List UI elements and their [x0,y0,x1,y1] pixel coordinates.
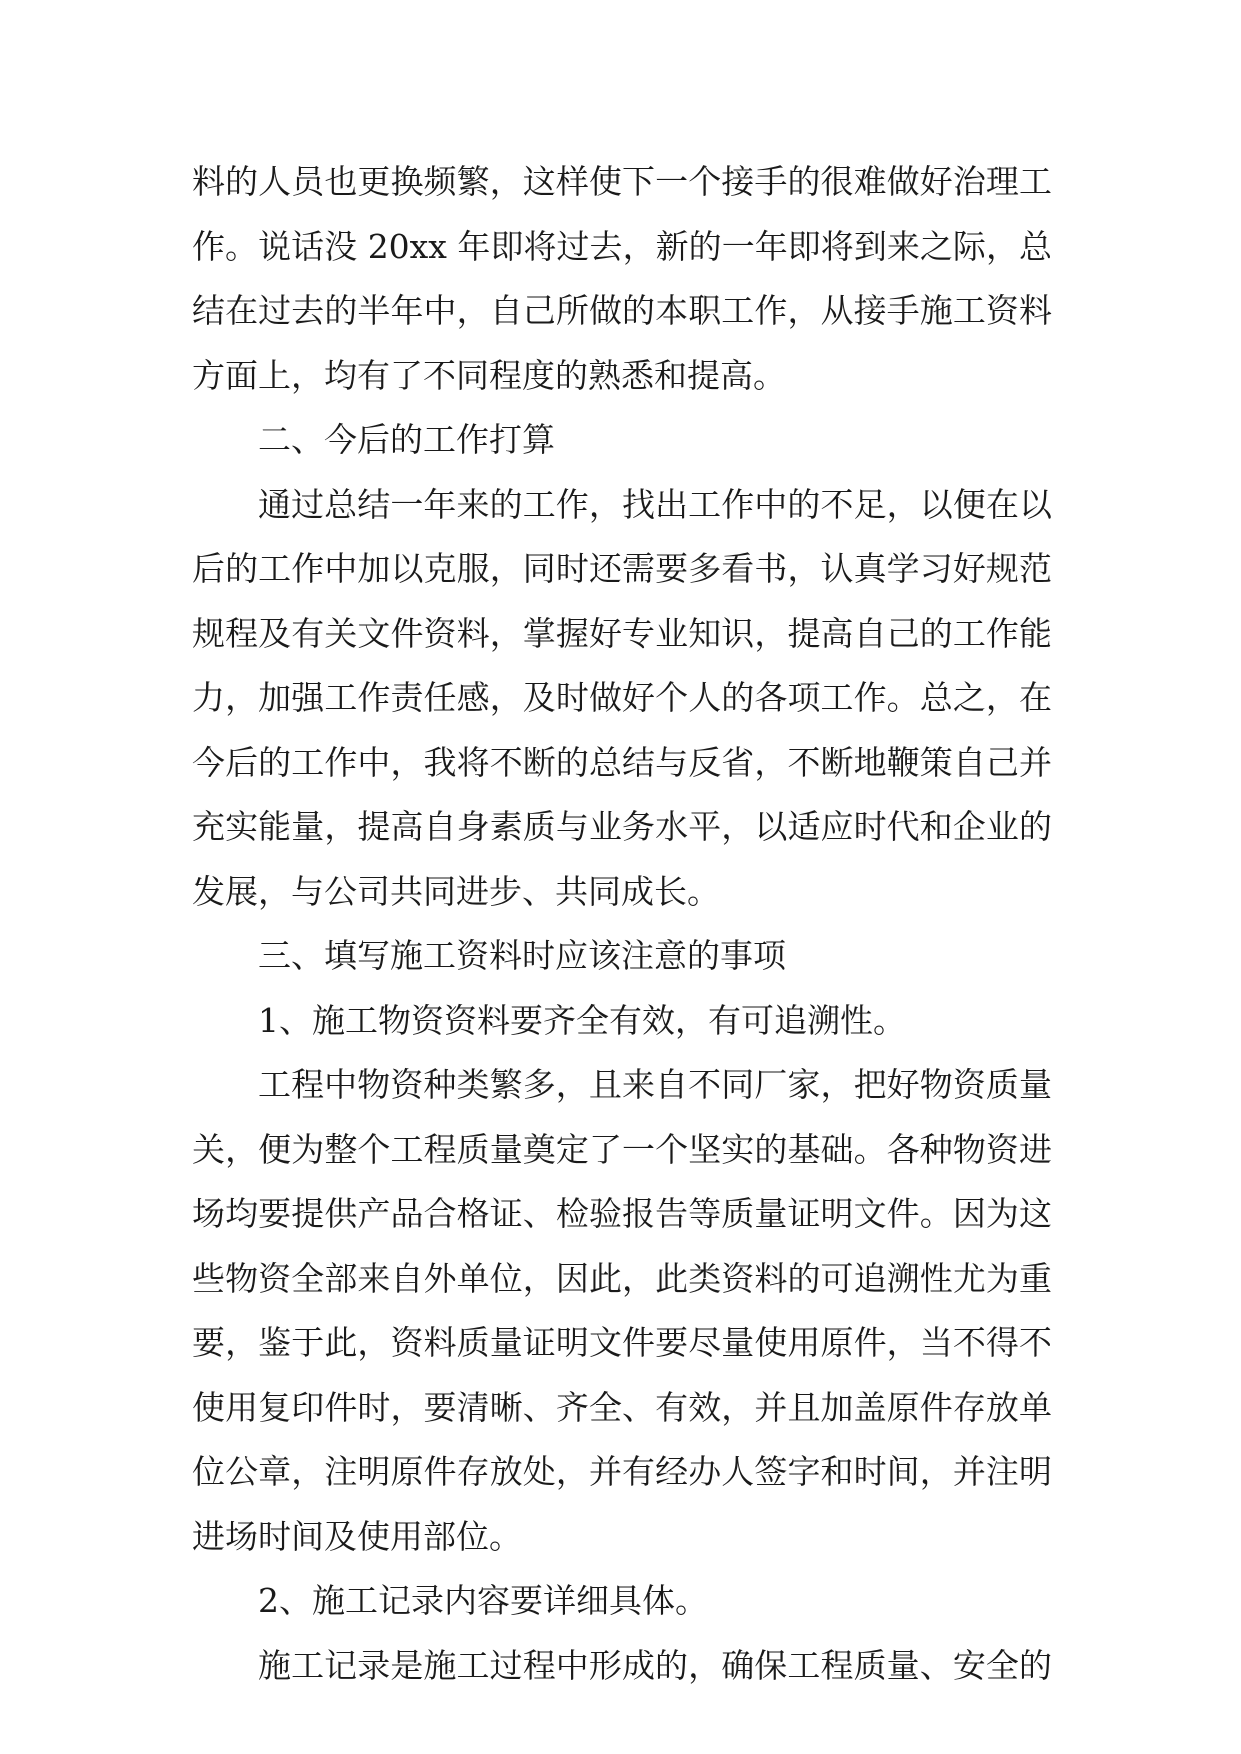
text-line: 场均要提供产品合格证、检验报告等质量证明文件。因为这 [192,1194,1052,1233]
text-line: 方面上，均有了不同程度的熟悉和提高。 [192,355,786,395]
text-line: 位公章，注明原件存放处，并有经办人签字和时间，并注明 [192,1452,1052,1491]
text-line: 发展，与公司共同进步、共同成长。 [192,871,720,911]
document-body [192,150,1052,1698]
text-line: 关，便为整个工程质量奠定了一个坚实的基础。各种物资进 [192,1129,1052,1169]
text-line: 些物资全部来自外单位，因此，此类资料的可追溯性尤为重 [192,1258,1052,1298]
text-line: 后的工作中加以克服，同时还需要多看书，认真学习好规范 [192,549,1052,588]
text-line: 2、施工记录内容要详细具体。 [258,1581,708,1620]
text-line: 工程中物资种类繁多，且来自不同厂家，把好物资质量 [258,1065,1052,1104]
text-line: 三、填写施工资料时应该注意的事项 [258,936,786,975]
text-line: 二、今后的工作打算 [258,420,555,459]
text-line: 结在过去的半年中，自己所做的本职工作，从接手施工资料 [192,291,1052,330]
text-line: 料的人员也更换频繁，这样使下一个接手的很难做好治理工 [192,162,1052,201]
text-line: 通过总结一年来的工作，找出工作中的不足，以便在以 [258,484,1052,524]
text-line: 规程及有关文件资料，掌握好专业知识，提高自己的工作能 [192,613,1052,653]
text-line: 1、施工物资资料要齐全有效，有可追溯性。 [258,1000,906,1040]
text-line: 今后的工作中，我将不断的总结与反省，不断地鞭策自己并 [192,742,1052,782]
text-line: 充实能量，提高自身素质与业务水平，以适应时代和企业的 [192,807,1052,846]
text-line: 进场时间及使用部位。 [192,1516,522,1556]
text-line: 施工记录是施工过程中形成的，确保工程质量、安全的 [258,1645,1052,1685]
text-line: 力，加强工作责任感，及时做好个人的各项工作。总之，在 [192,678,1052,717]
text-line: 作。说话没 20xx 年即将过去，新的一年即将到来之际，总 [192,226,1052,266]
text-line: 使用复印件时，要清晰、齐全、有效，并且加盖原件存放单 [192,1387,1052,1427]
text-line: 要，鉴于此，资料质量证明文件要尽量使用原件，当不得不 [192,1323,1052,1362]
